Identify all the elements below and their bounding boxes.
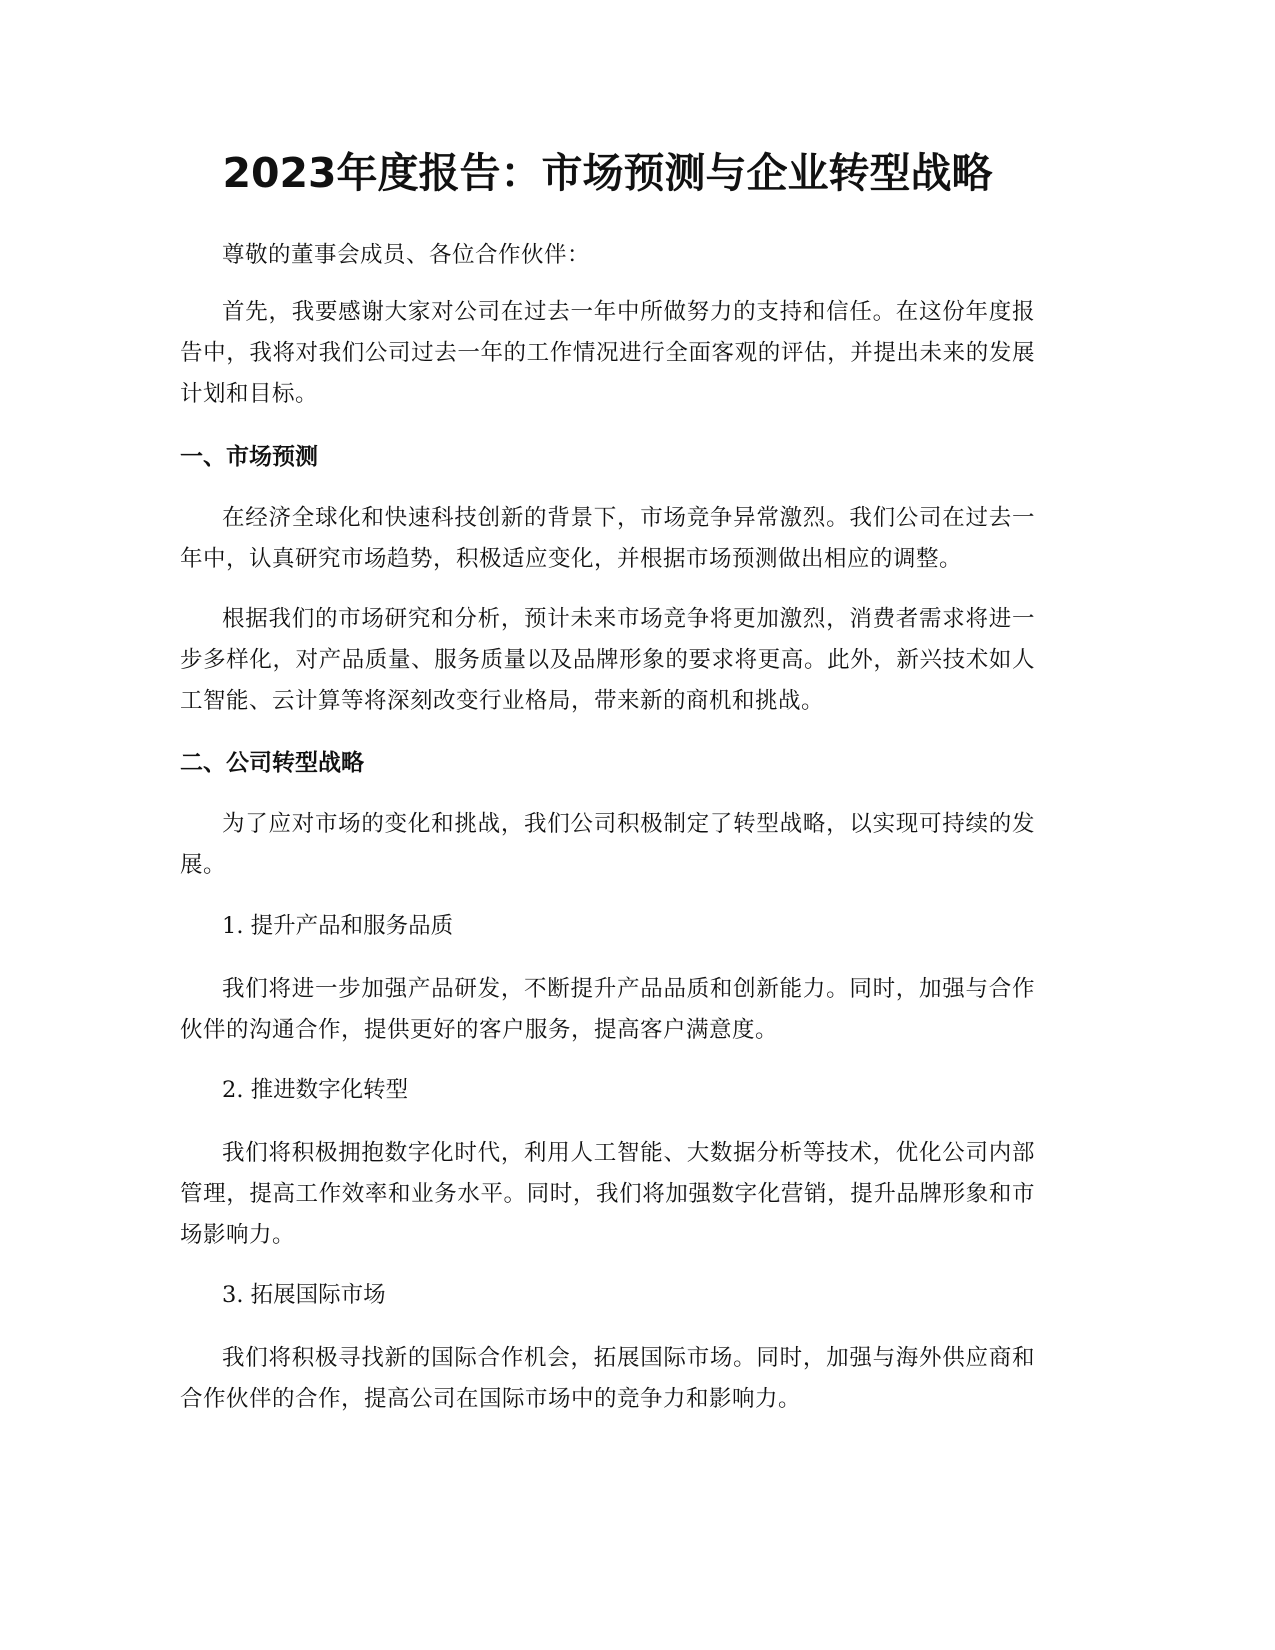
strategy-item-text: 我们将积极寻找新的国际合作机会，拓展国际市场。同时，加强与海外供应商和合作伙伴的合作，提高公司在国际市场中的竞争力和影响力。	[180, 1345, 1035, 1412]
market-paragraph-1: 在经济全球化和快速科技创新的背景下，市场竞争异常激烈。我们公司在过去一年中，认真研究市场趋势，积极适应变化，并根据市场预测做出相应的调整。	[180, 505, 1035, 572]
section-heading-market-forecast: 一、市场预测	[180, 444, 318, 470]
document-title: 2023年度报告：市场预测与企业转型战略	[222, 149, 993, 197]
salutation: 尊敬的董事会成员、各位合作伙伴：	[222, 242, 591, 268]
section-heading-transformation-strategy: 二、公司转型战略	[180, 750, 364, 776]
market-paragraph-2: 根据我们的市场研究和分析，预计未来市场竞争将更加激烈，消费者需求将进一步多样化，对产品质量、服务质量以及品牌形象的要求将更高。此外，新兴技术如人工智能、云计算等将深刻改变行业格局，带来新的商机和挑战。	[180, 606, 1035, 714]
strategy-item-text: 我们将进一步加强产品研发，不断提升产品品质和创新能力。同时，加强与合作伙伴的沟通合作，提供更好的客户服务，提高客户满意度。	[180, 976, 1035, 1043]
strategy-item-text: 我们将积极拥抱数字化时代，利用人工智能、大数据分析等技术，优化公司内部管理，提高工作效率和业务水平。同时，我们将加强数字化营销，提升品牌形象和市场影响力。	[180, 1140, 1035, 1248]
strategy-item-title: 2. 推进数字化转型	[222, 1077, 409, 1103]
intro-paragraph: 首先，我要感谢大家对公司在过去一年中所做努力的支持和信任。在这份年度报告中，我将对我们公司过去一年的工作情况进行全面客观的评估，并提出未来的发展计划和目标。	[180, 299, 1035, 407]
strategy-intro-paragraph: 为了应对市场的变化和挑战，我们公司积极制定了转型战略，以实现可持续的发展。	[180, 811, 1035, 878]
strategy-item-title: 3. 拓展国际市场	[222, 1282, 386, 1308]
strategy-item-title: 1. 提升产品和服务品质	[222, 913, 454, 939]
